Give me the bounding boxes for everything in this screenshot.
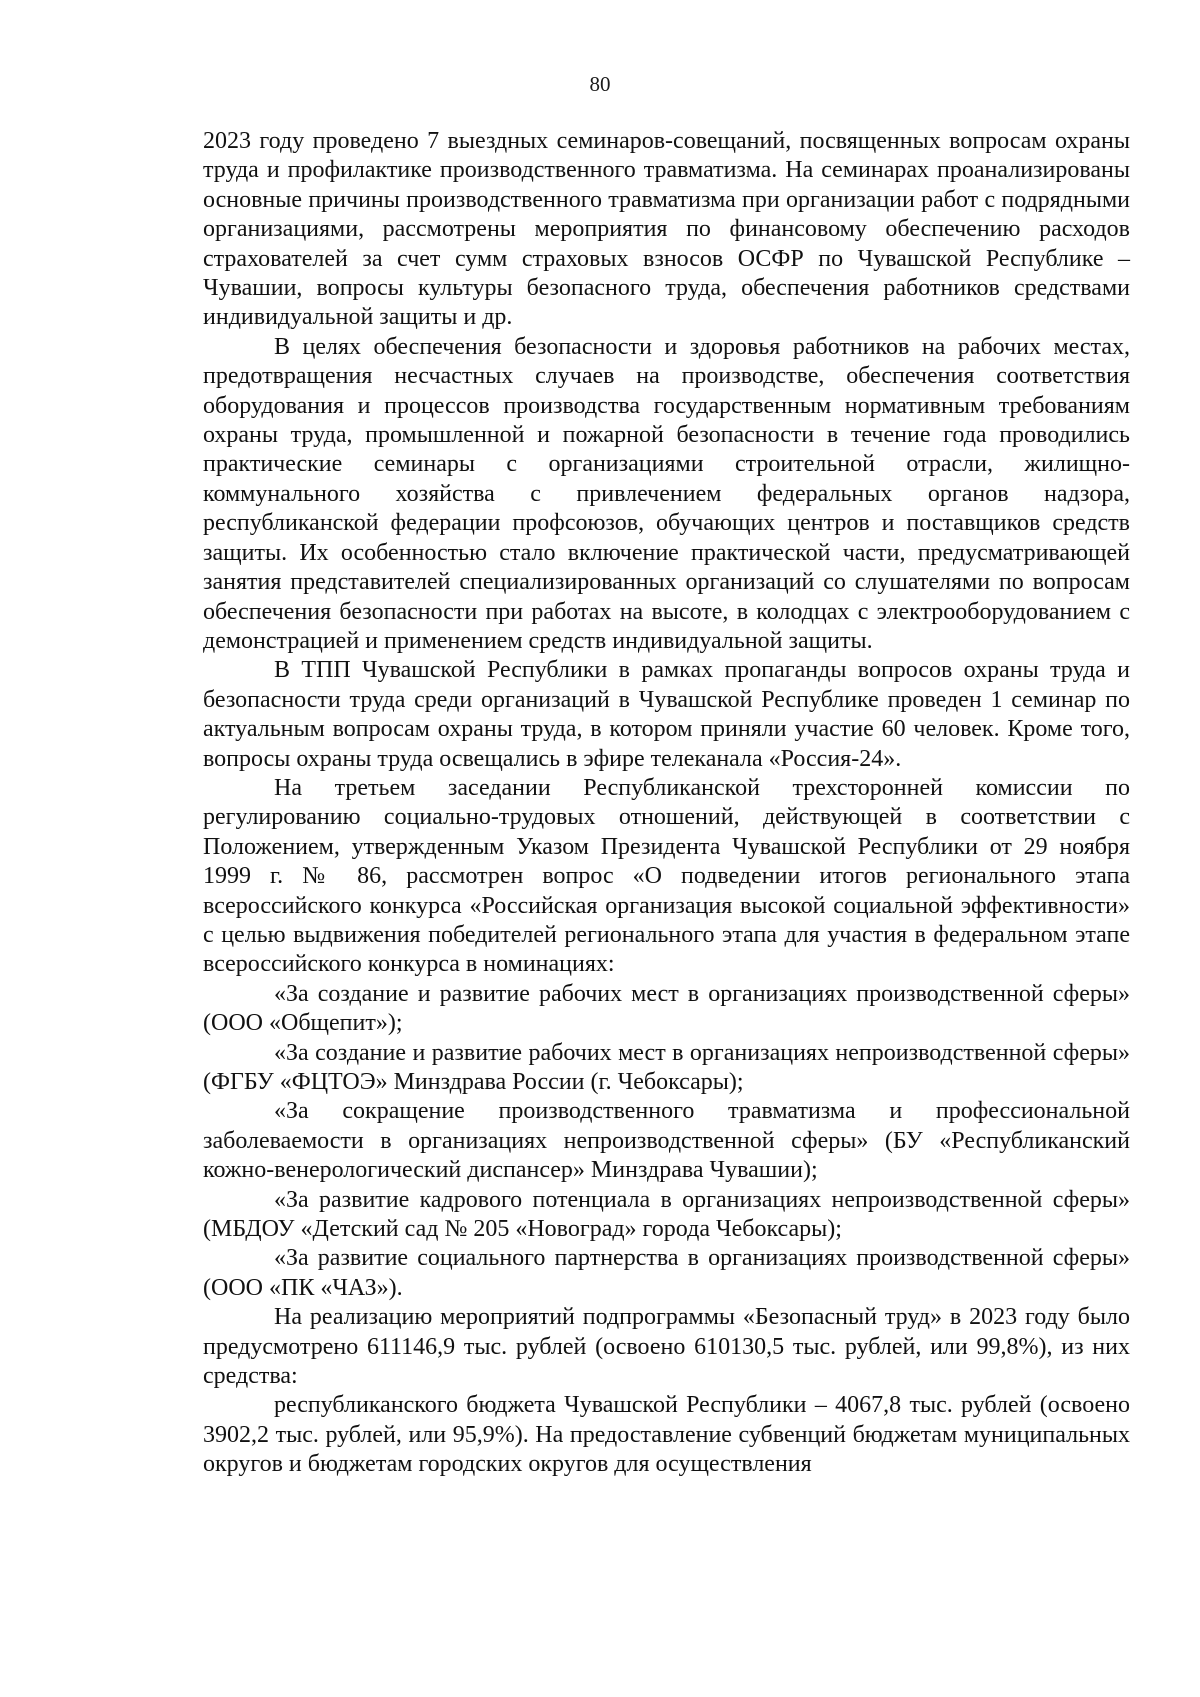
nomination-item: «За развитие социального партнерства в организациях производственной сферы» (ООО «ПК «ЧАЗ»). [203, 1245, 1130, 1301]
paragraph-funding: На реализацию мероприятий подпрограммы «Безопасный труд» в 2023 году было предусмотрено 611146,9 тыс. рублей (освоено 610130,5 тыс. рублей, или 99,8%), из них средства: [203, 1304, 1130, 1390]
page-number: 80 [589, 72, 611, 96]
nomination-item: «За сокращение производственного травматизма и профессиональной заболеваемости в организациях непроизводственной сферы» (БУ «Республиканский кожно-венерологический диспансер» Минздрава Чувашии); [203, 1098, 1130, 1184]
paragraph-seminars: 2023 году проведено 7 выездных семинаров-совещаний, посвященных вопросам охраны труда и профилактике производственного травматизма. На семинарах проанализированы основные причины производственного травматизма при организации работ с подрядными организациями, рассмотрены мероприятия по финансовому обеспечению расходов страхователей за счет сумм страховых взносов ОСФР по Чувашской Республике – Чувашии, вопросы культуры безопасного труда, обеспечения работников средствами индивидуальной защиты и др. [203, 128, 1130, 331]
paragraph-commission: На третьем заседании Республиканской трехсторонней комиссии по регулированию социально-трудовых отношений, действующей в соответствии с Положением, утвержденным Указом Президента Чувашской Республики от 29 ноября 1999 г. № 86, рассмотрен вопрос «О подведении итогов регионального этапа всероссийского конкурса «Российская организация высокой социальной эффективности» с целью выдвижения победителей регионального этапа для участия в федеральном этапе всероссийского конкурса в номинациях: [203, 774, 1130, 978]
nomination-item: «За создание и развитие рабочих мест в организациях производственной сферы» (ООО «Общепит»); [203, 980, 1130, 1037]
paragraph-republic-budget: республиканского бюджета Чувашской Республики – 4067,8 тыс. рублей (освоено 3902,2 тыс. рублей, или 95,9%). На предоставление субвенций бюджетам муниципальных округов и бюджетам городских округов для осуществления [203, 1392, 1130, 1478]
paragraph-tpp-seminar: В ТПП Чувашской Республики в рамках пропаганды вопросов охраны труда и безопасности труда среди организаций в Чувашской Республике проведен 1 семинар по актуальным вопросам охраны труда, в котором приняли участие 60 человек. Кроме того, вопросы охраны труда освещались в эфире телеканала «Россия-24». [203, 657, 1130, 772]
paragraph-safety-goals: В целях обеспечения безопасности и здоровья работников на рабочих местах, предотвращения несчастных случаев на производстве, обеспечения соответствия оборудования и процессов производства государственным нормативным требованиям охраны труда, промышленной и пожарной безопасности в течение года проводились практические семинары с организациями строительной отрасли, жилищно-коммунального хозяйства с привлечением федеральных органов надзора, республиканской федерации профсоюзов, обучающих центров и поставщиков средств защиты. Их особенностью стало включение практической части, предусматривающей занятия представителей специализированных организаций со слушателями по вопросам обеспечения безопасности при работах на высоте, в колодцах с электрооборудованием с демонстрацией и применением средств индивидуальной защиты. [203, 333, 1130, 654]
nomination-item: «За создание и развитие рабочих мест в организациях непроизводственной сферы» (ФГБУ «ФЦТОЭ» Минздрава России (г. Чебоксары); [203, 1039, 1130, 1095]
document-body [203, 127, 1130, 1480]
nomination-item: «За развитие кадрового потенциала в организациях непроизводственной сферы» (МБДОУ «Детский сад № 205 «Новоград» города Чебоксары); [203, 1186, 1130, 1243]
